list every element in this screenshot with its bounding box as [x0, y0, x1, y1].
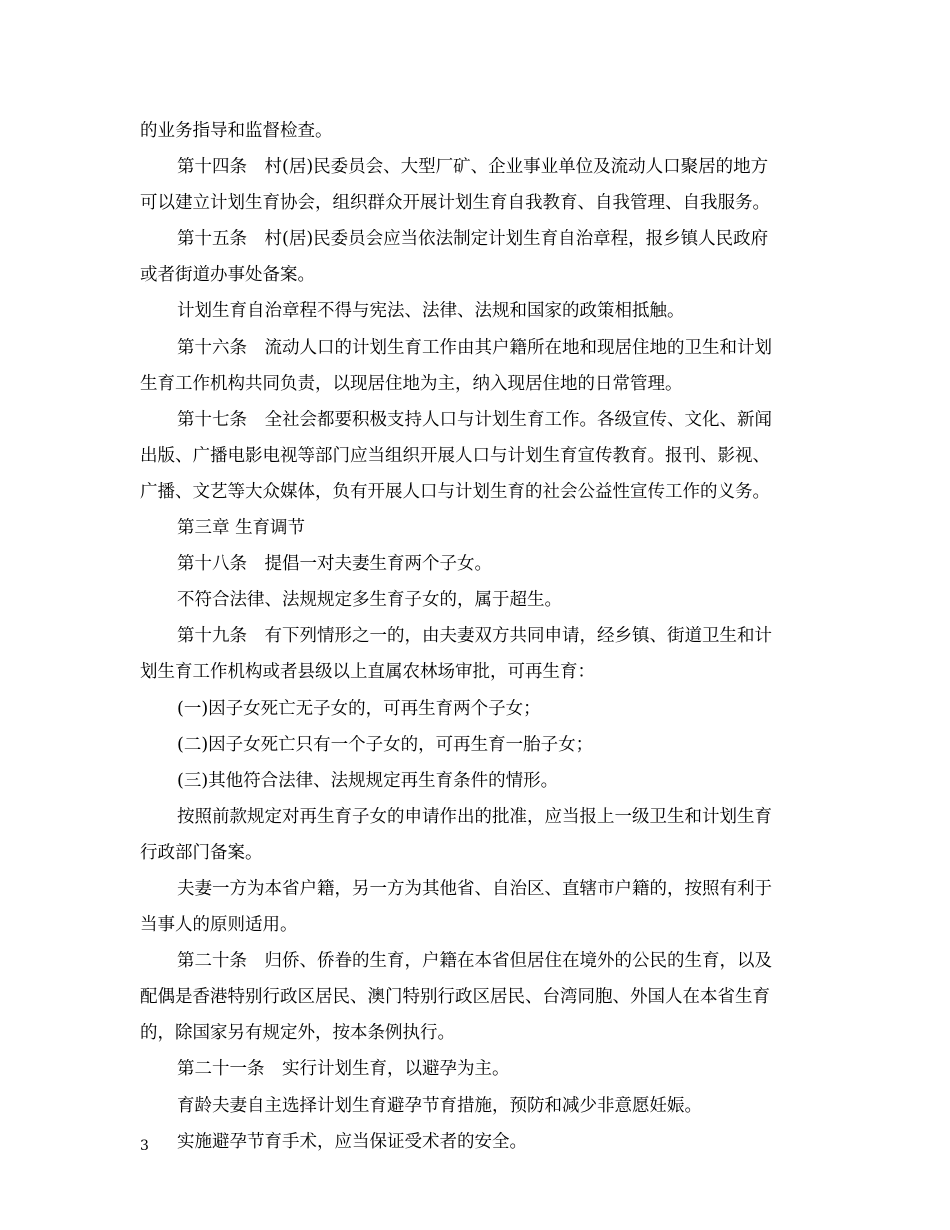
text-line: (二)因子女死亡只有一个子女的，可再生育一胎子女；	[177, 734, 594, 755]
text-line: 按照前款规定对再生育子女的申请作出的批准，应当报上一级卫生和计划生育	[177, 806, 772, 827]
text-line: 第二十条 归侨、侨眷的生育，户籍在本省但居住在境外的公民的生育，以及	[177, 951, 772, 972]
text-line: 的，除国家另有规定外，按本条例执行。	[140, 1023, 455, 1044]
text-line: 第十九条 有下列情形之一的，由夫妻双方共同申请，经乡镇、街道卫生和计	[177, 626, 772, 647]
text-line: 不符合法律、法规规定多生育子女的，属于超生。	[177, 590, 562, 611]
text-line: 出版、广播电影电视等部门应当组织开展人口与计划生育宣传教育。报刊、影视、	[140, 445, 770, 466]
text-line: (一)因子女死亡无子女的，可再生育两个子女；	[177, 698, 541, 719]
text-line: (三)其他符合法律、法规规定再生育条件的情形。	[177, 770, 559, 791]
text-line: 当事人的原则适用。	[140, 915, 298, 936]
text-line: 生育工作机构共同负责，以现居住地为主，纳入现居住地的日常管理。	[140, 373, 683, 394]
text-line: 划生育工作机构或者县级以上直属农林场审批，可再生育：	[140, 662, 595, 683]
page-number: 3	[140, 1138, 149, 1154]
text-line: 第三章 生育调节	[177, 518, 306, 539]
text-line: 第十七条 全社会都要积极支持人口与计划生育工作。各级宣传、文化、新闻	[177, 409, 772, 430]
text-line: 配偶是香港特别行政区居民、澳门特别行政区居民、台湾同胞、外国人在本省生育	[140, 987, 770, 1008]
body-text	[140, 113, 812, 1160]
text-line: 计划生育自治章程不得与宪法、法律、法规和国家的政策相抵触。	[177, 301, 685, 322]
text-line: 可以建立计划生育协会，组织群众开展计划生育自我教育、自我管理、自我服务。	[140, 193, 770, 214]
text-line: 实施避孕节育手术，应当保证受术者的安全。	[177, 1131, 527, 1152]
text-line: 夫妻一方为本省户籍，另一方为其他省、自治区、直辖市户籍的，按照有利于	[177, 878, 772, 899]
text-line: 第十八条 提倡一对夫妻生育两个子女。	[177, 554, 492, 575]
text-line: 的业务指导和监督检查。	[140, 121, 333, 141]
text-line: 育龄夫妻自主选择计划生育避孕节育措施，预防和减少非意愿妊娠。	[177, 1095, 702, 1116]
text-line: 第十四条 村(居)民委员会、大型厂矿、企业事业单位及流动人口聚居的地方	[177, 157, 769, 178]
text-line: 第十六条 流动人口的计划生育工作由其户籍所在地和现居住地的卫生和计划	[177, 337, 772, 358]
text-line: 或者街道办事处备案。	[140, 265, 315, 286]
text-line: 第二十一条 实行计划生育，以避孕为主。	[177, 1059, 510, 1080]
text-line: 行政部门备案。	[140, 842, 263, 863]
text-line: 第十五条 村(居)民委员会应当依法制定计划生育自治章程，报乡镇人民政府	[177, 229, 769, 250]
text-line: 广播、文艺等大众媒体，负有开展人口与计划生育的社会公益性宣传工作的义务。	[140, 481, 770, 502]
